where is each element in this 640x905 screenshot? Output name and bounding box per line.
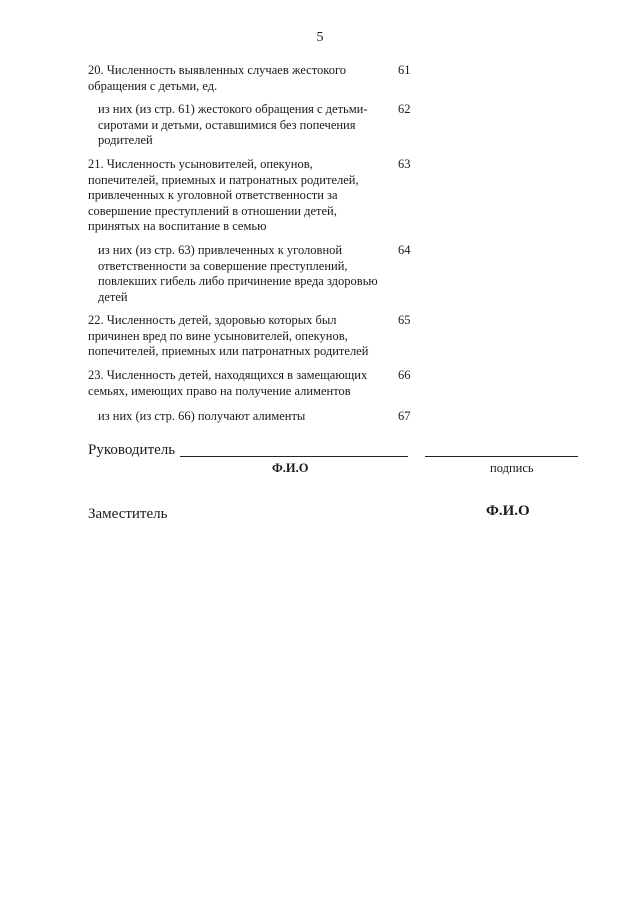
row-text: 22. Численность детей, здоровью которых был причинен вред по вине усыновителей, опекунов, попечителей, приемных или патронатных родителей <box>88 313 369 358</box>
head-label: Руководитель <box>88 442 176 458</box>
row-text: 21. Численность усыновителей, опекунов, попечителей, приемных и патронатных родителей, привлеченных к уголовной ответственности за совершение преступлений в отношении детей, принятых на воспитание в семью <box>88 157 359 233</box>
line-number: 65 <box>398 313 411 327</box>
row-text: из них (из стр. 63) привлеченных к уголовной ответственности за совершение преступлений, повлекших гибель либо причинение вреда здоровью детей <box>98 243 378 304</box>
sign-caption: подпись <box>490 461 534 475</box>
deputy-label: Заместитель <box>88 506 168 522</box>
row-text: из них (из стр. 66) получают алименты <box>98 409 306 423</box>
line-number: 61 <box>398 63 411 77</box>
deputy-fio: Ф.И.О <box>486 503 530 519</box>
line-number: 66 <box>398 368 411 382</box>
line-number: 62 <box>398 102 411 116</box>
head-fio-line[interactable] <box>180 456 408 457</box>
line-number: 63 <box>398 157 411 171</box>
line-number: 64 <box>398 243 411 257</box>
line-number: 67 <box>398 409 411 423</box>
page-number: 5 <box>316 30 324 45</box>
row-text: из них (из стр. 61) жестокого обращения с детьми- сиротами и детьми, оставшимися без попечения родителей <box>98 102 368 147</box>
head-sign-line[interactable] <box>425 456 578 457</box>
row-text: 20. Численность выявленных случаев жестокого обращения с детьми, ед. <box>88 63 347 93</box>
row-text: 23. Численность детей, находящихся в замещающих семьях, имеющих право на получение алиментов <box>88 368 368 398</box>
fio-caption: Ф.И.О <box>272 461 309 475</box>
